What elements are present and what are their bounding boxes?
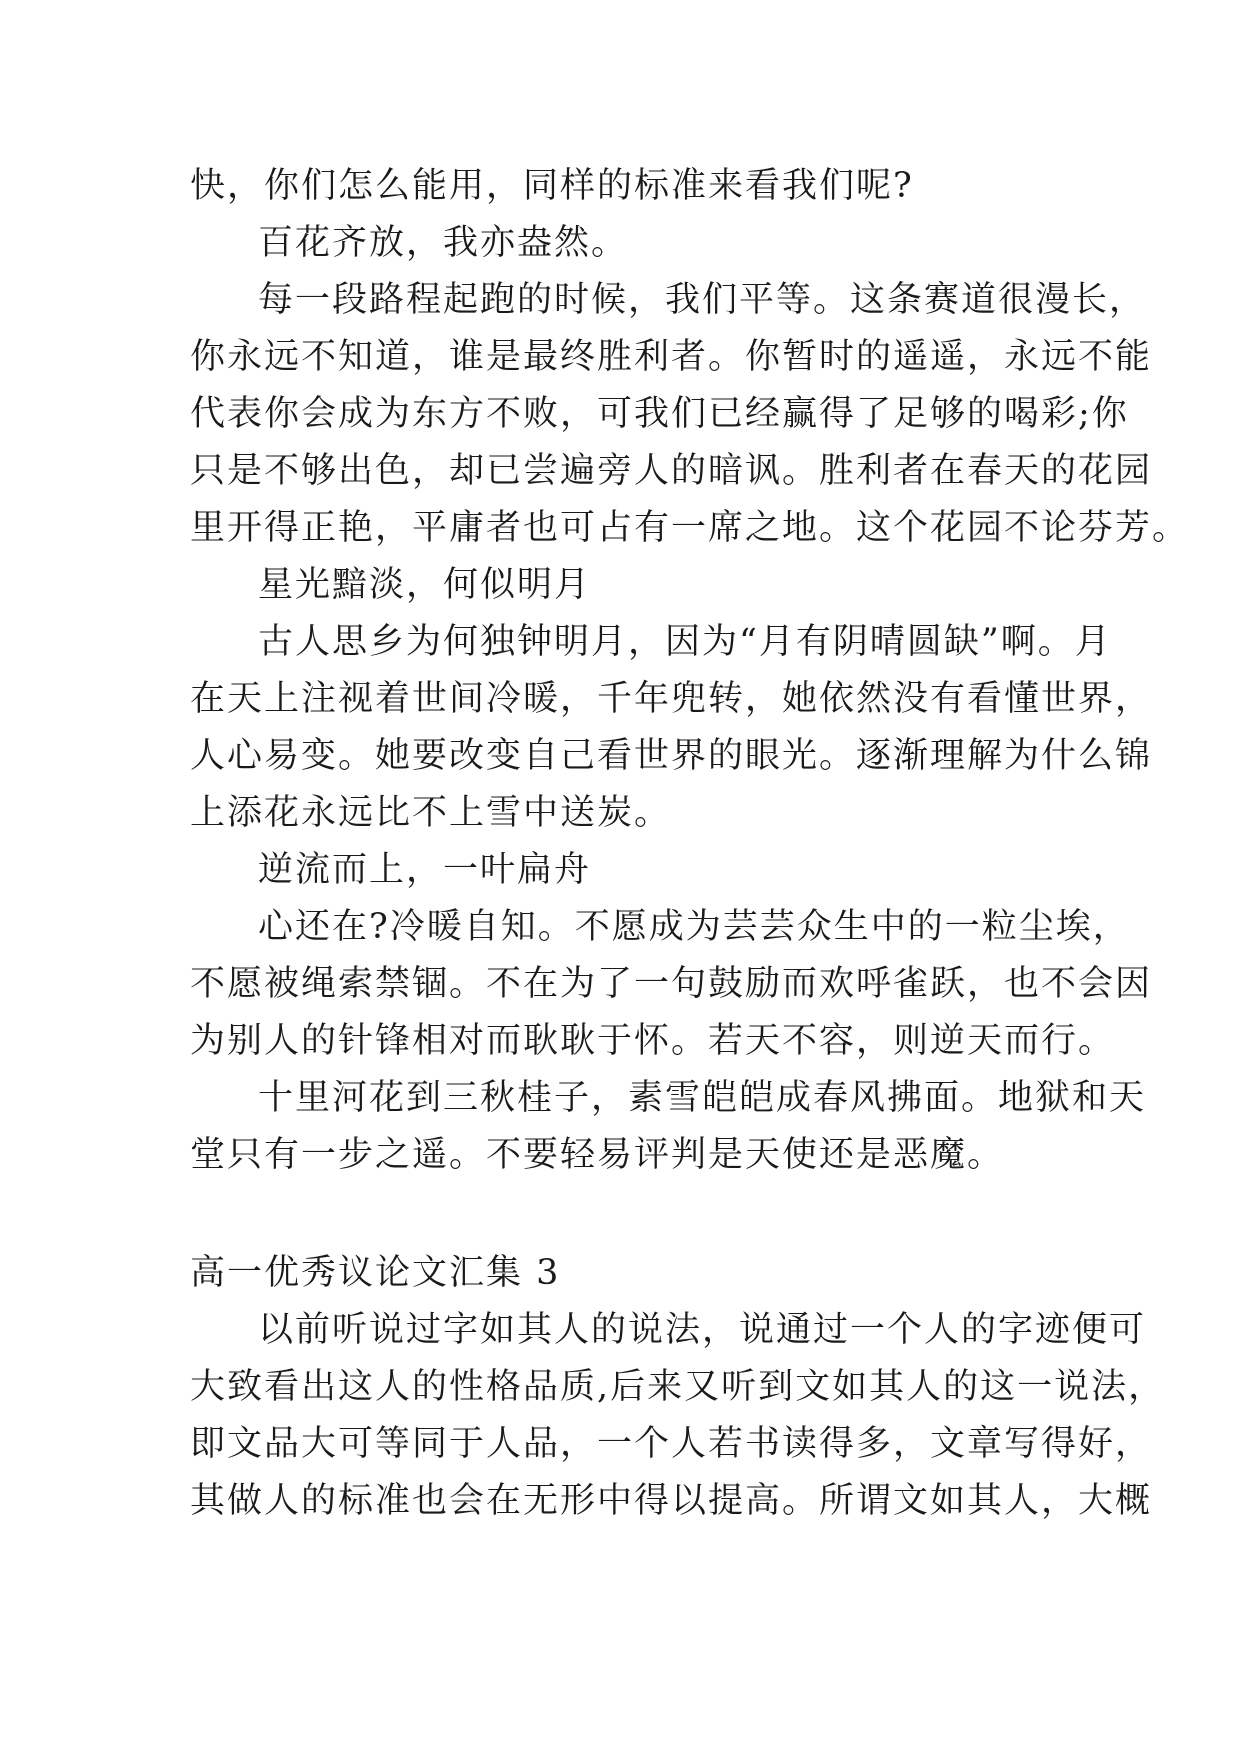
section-heading: 高一优秀议论文汇集 3 (190, 1253, 561, 1293)
text-line: 代表你会成为东方不败，可我们已经赢得了足够的喝彩;你 (190, 394, 1129, 434)
text-line: 里开得正艳，平庸者也可占有一席之地。这个花园不论芬芳。 (190, 508, 1190, 548)
text-line: 大致看出这人的性格品质,后来又听到文如其人的这一说法， (190, 1367, 1166, 1407)
text-line: 逆流而上，一叶扁舟 (258, 850, 592, 890)
text-line: 你永远不知道，谁是最终胜利者。你暂时的遥遥，永远不能 (190, 337, 1153, 377)
text-line: 十里河花到三秋桂子，素雪皑皑成春风拂面。地狱和天 (258, 1078, 1147, 1118)
text-line: 人心易变。她要改变自己看世界的眼光。逐渐理解为什么锦 (190, 736, 1153, 776)
text-line: 每一段路程起跑的时候，我们平等。这条赛道很漫长， (258, 280, 1147, 320)
text-line: 快，你们怎么能用，同样的标准来看我们呢? (190, 166, 914, 206)
text-line: 为别人的针锋相对而耿耿于怀。若天不容，则逆天而行。 (190, 1021, 1116, 1061)
text-line: 堂只有一步之遥。不要轻易评判是天使还是恶魔。 (190, 1135, 1005, 1175)
text-line: 百花齐放，我亦盎然。 (258, 223, 629, 263)
text-line: 星光黯淡，何似明月 (258, 565, 592, 605)
text-line: 以前听说过字如其人的说法，说通过一个人的字迹便可 (258, 1310, 1147, 1350)
text-line: 上添花永远比不上雪中送炭。 (190, 793, 672, 833)
text-line: 古人思乡为何独钟明月，因为“月有阴晴圆缺”啊。月 (258, 622, 1112, 662)
text-line: 即文品大可等同于人品，一个人若书读得多，文章写得好， (190, 1424, 1153, 1464)
text-line: 在天上注视着世间冷暖，千年兜转，她依然没有看懂世界， (190, 679, 1153, 719)
text-line: 不愿被绳索禁锢。不在为了一句鼓励而欢呼雀跃，也不会因 (190, 964, 1153, 1004)
text-line: 其做人的标准也会在无形中得以提高。所谓文如其人，大概 (190, 1481, 1153, 1521)
text-line: 心还在?冷暖自知。不愿成为芸芸众生中的一粒尘埃， (258, 907, 1130, 947)
text-line: 只是不够出色，却已尝遍旁人的暗讽。胜利者在春天的花园 (190, 451, 1153, 491)
